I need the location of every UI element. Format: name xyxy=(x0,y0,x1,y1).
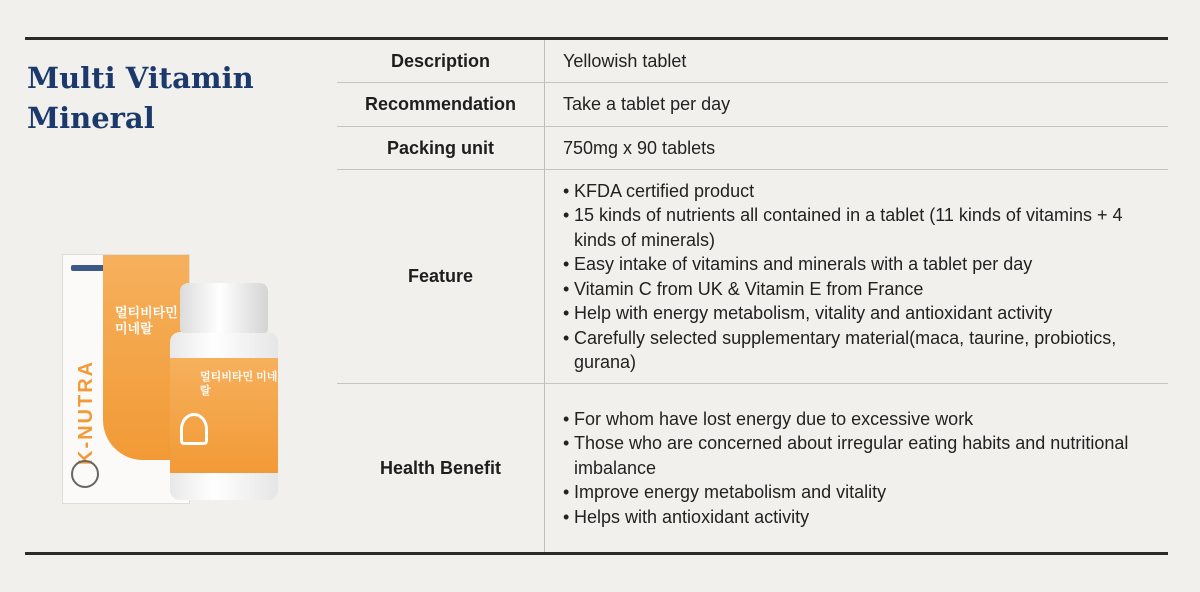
product-image xyxy=(62,250,312,505)
table-column-divider xyxy=(544,40,545,552)
feature-item: • KFDA certified product xyxy=(563,179,1163,204)
bottle-label xyxy=(170,358,278,473)
row-value-feature xyxy=(563,170,1163,383)
row-label-packing-unit: Packing unit xyxy=(386,137,494,158)
row-label-recommendation: Recommendation xyxy=(364,94,517,114)
title-line-2: Mineral xyxy=(27,101,155,135)
title-line-1: Multi Vitamin xyxy=(27,61,254,95)
row-value-recommendation: Take a tablet per day xyxy=(563,94,731,114)
feature-item: • 15 kinds of nutrients all contained in a tablet (11 kinds of vitamins + 4 kinds of minerals) xyxy=(563,203,1163,252)
bottom-rule xyxy=(25,552,1168,555)
health-benefit-item: • Those who are concerned about irregular eating habits and nutritional imbalance xyxy=(563,431,1163,480)
row-label-health-benefit: Health Benefit xyxy=(379,457,502,478)
feature-item: • Help with energy metabolism, vitality and antioxidant activity xyxy=(563,301,1163,326)
feature-item: • Carefully selected supplementary material(maca, taurine, probiotics, gurana) xyxy=(563,326,1163,375)
row-value-packing-unit: 750mg x 90 tablets xyxy=(563,137,716,158)
bottle-cap xyxy=(180,283,268,333)
page-title xyxy=(27,58,327,138)
box-product-name: 멀티비타민 미네랄 xyxy=(115,305,178,336)
bottle-product-name: 멀티비타민 미네랄 xyxy=(200,371,278,397)
box-brand-text: K-NUTRA xyxy=(75,359,97,465)
box-certification-seal xyxy=(71,460,99,488)
row-value-health-benefit xyxy=(563,384,1163,552)
feature-item: • Easy intake of vitamins and minerals with a tablet per day xyxy=(563,252,1163,277)
feature-item: • Vitamin C from UK & Vitamin E from France xyxy=(563,277,1163,302)
row-label-feature: Feature xyxy=(407,266,474,286)
row-label-description: Description xyxy=(390,50,491,71)
feature-list xyxy=(563,179,1163,375)
health-benefit-list xyxy=(563,407,1163,530)
health-benefit-item: • Improve energy metabolism and vitality xyxy=(563,480,1163,505)
row-value-description: Yellowish tablet xyxy=(563,50,687,71)
health-benefit-item: • Helps with antioxidant activity xyxy=(563,505,1163,530)
bottle-mascot-icon xyxy=(180,413,208,445)
health-benefit-item: • For whom have lost energy due to excessive work xyxy=(563,407,1163,432)
